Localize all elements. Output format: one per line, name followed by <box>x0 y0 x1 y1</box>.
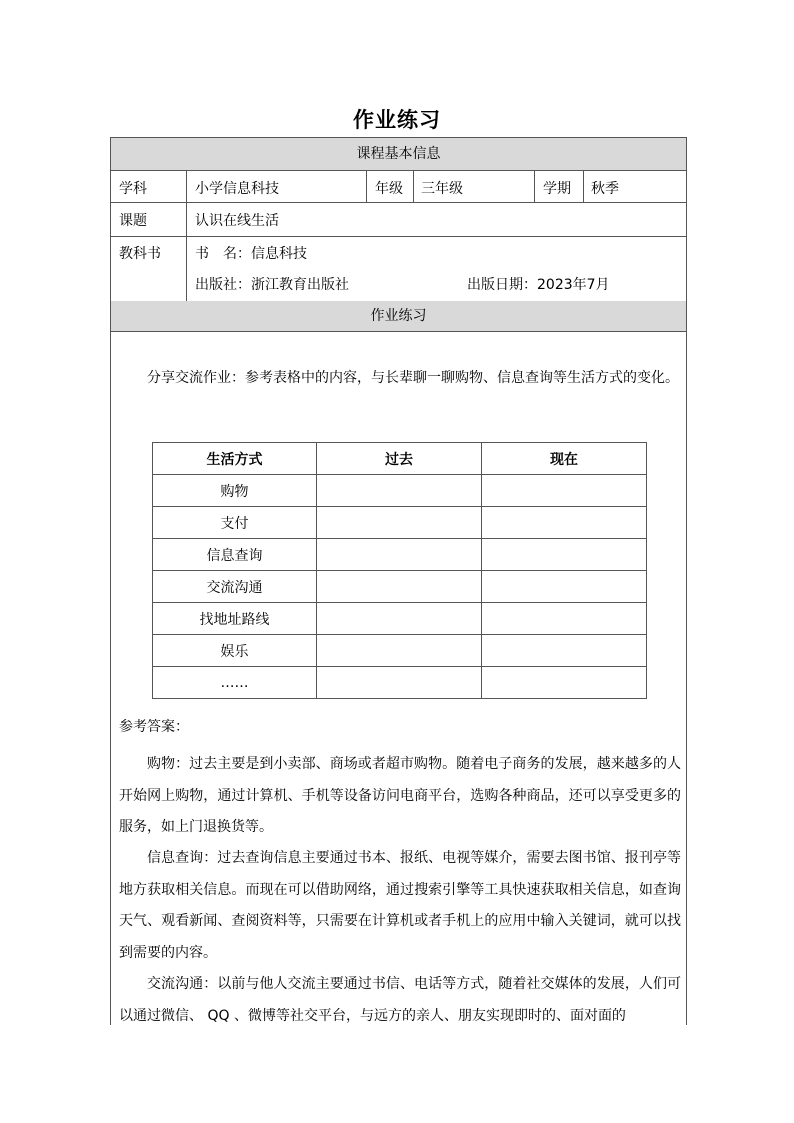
topic-value: 认识在线生活 <box>195 213 279 229</box>
now-cell <box>482 507 647 539</box>
task-description: 分享交流作业：参考表格中的内容，与长辈聊一聊购物、信息查询等生活方式的变化。 <box>147 370 679 386</box>
homework-header: 作业练习 <box>111 301 686 331</box>
now-cell <box>482 571 647 603</box>
row-label: …… <box>153 667 317 699</box>
table-row <box>153 635 647 667</box>
table-row <box>153 603 647 635</box>
topic-label: 课题 <box>119 213 147 229</box>
now-cell <box>482 603 647 635</box>
header-lifestyle: 生活方式 <box>153 443 317 475</box>
grade-label: 年级 <box>375 181 403 197</box>
header-now: 现在 <box>482 443 647 475</box>
past-cell <box>317 571 482 603</box>
row-label: 支付 <box>153 507 317 539</box>
past-cell <box>317 507 482 539</box>
term-value: 秋季 <box>591 181 619 197</box>
course-info-header: 课程基本信息 <box>111 138 686 170</box>
table-row <box>153 571 647 603</box>
table-row <box>153 507 647 539</box>
now-cell <box>482 475 647 507</box>
answer-communication: 交流沟通：以前与他人交流主要通过书信、电话等方式，随着社交媒体的发展，人们可以通过微信、 QQ 、微博等社交平台，与远方的亲人、朋友实现即时的、面对面的 <box>119 976 681 1024</box>
now-cell <box>482 539 647 571</box>
now-cell <box>482 635 647 667</box>
header-past: 过去 <box>317 443 482 475</box>
now-cell <box>482 667 647 699</box>
row-label: 娱乐 <box>153 635 317 667</box>
table-row <box>153 667 647 699</box>
table-row <box>153 475 647 507</box>
row-label: 交流沟通 <box>153 571 317 603</box>
homework-form <box>110 137 687 1025</box>
subject-value: 小学信息科技 <box>195 181 279 197</box>
publication-date: 出版日期：2023年7月 <box>467 277 610 293</box>
table-row <box>153 539 647 571</box>
answer-info-query: 信息查询：过去查询信息主要通过书本、报纸、电视等媒介，需要去图书馆、报刊亭等地方获取相关信息。而现在可以借助网络，通过搜索引擎等工具快速获取相关信息，如查询天气、观看新闻、查阅资料等，只需要在计算机或者手机上的应用中输入关键词，就可以找到需要的内容。 <box>119 850 681 961</box>
row-label: 信息查询 <box>153 539 317 571</box>
past-cell <box>317 603 482 635</box>
past-cell <box>317 475 482 507</box>
row-label: 找地址路线 <box>153 603 317 635</box>
term-label: 学期 <box>543 181 571 197</box>
textbook-label: 教科书 <box>119 246 161 262</box>
answer-shopping: 购物：过去主要是到小卖部、商场或者超市购物。随着电子商务的发展，越来越多的人开始网上购物，通过计算机、手机等设备访问电商平台，选购各种商品，还可以享受更多的服务，如上门退换货等。 <box>119 756 681 835</box>
past-cell <box>317 635 482 667</box>
grade-value: 三年级 <box>421 181 463 197</box>
book-name: 书 名：信息科技 <box>195 246 307 262</box>
past-cell <box>317 539 482 571</box>
row-label: 购物 <box>153 475 317 507</box>
lifestyle-table <box>152 442 647 699</box>
subject-label: 学科 <box>119 181 147 197</box>
past-cell <box>317 667 482 699</box>
publisher: 出版社：浙江教育出版社 <box>195 277 349 293</box>
table-header-row <box>153 443 647 475</box>
page-title: 作业练习 <box>353 108 441 132</box>
answers-label: 参考答案： <box>119 719 189 735</box>
